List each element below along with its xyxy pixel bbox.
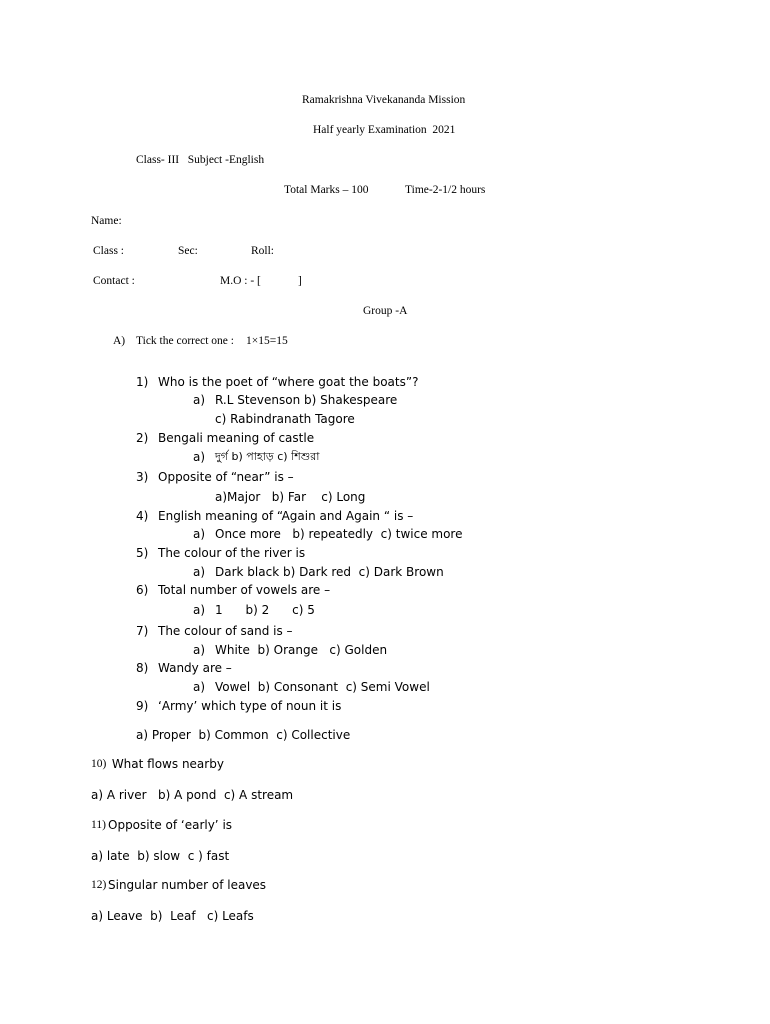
question-number: 12)	[91, 879, 107, 891]
group-title: Group -A	[363, 305, 408, 317]
option-text: Once more b) repeatedly c) twice more	[215, 527, 463, 541]
option-marker: a)	[193, 393, 206, 407]
option-text: a) A river b) A pond c) A stream	[91, 788, 294, 802]
option-text: a)Major b) Far c) Long	[215, 490, 366, 504]
question-text: ‘Army’ which type of noun it is	[158, 699, 342, 713]
option-text: Dark black b) Dark red c) Dark Brown	[215, 565, 444, 579]
option-marker: a)	[193, 680, 206, 694]
exam-title: Half yearly Examination 2021	[313, 124, 456, 136]
question-text: Opposite of “near” is –	[158, 470, 294, 484]
option-marker: a)	[193, 450, 206, 464]
section-marker: A)	[113, 335, 126, 347]
class-label: Class :	[93, 245, 124, 257]
question-text: English meaning of “Again and Again “ is –	[158, 509, 414, 523]
question-number: 9)	[136, 699, 149, 713]
institution-name: Ramakrishna Vivekananda Mission	[302, 94, 466, 106]
contact-label: Contact :	[93, 275, 135, 287]
question-text: Wandy are –	[158, 661, 232, 675]
option-text: 1 b) 2 c) 5	[215, 603, 315, 617]
question-text: Total number of vowels are –	[158, 583, 331, 597]
question-text: Who is the poet of “where goat the boats”?	[158, 375, 419, 389]
option-text: a) Leave b) Leaf c) Leafs	[91, 909, 254, 923]
question-number: 4)	[136, 509, 149, 523]
option-text: R.L Stevenson b) Shakespeare	[215, 393, 398, 407]
mo-close-bracket: ]	[298, 275, 302, 287]
question-number: 3)	[136, 470, 149, 484]
question-text: The colour of sand is –	[158, 624, 293, 638]
question-text: Singular number of leaves	[108, 878, 267, 892]
name-label: Name:	[91, 215, 122, 227]
option-marker: a)	[193, 643, 206, 657]
sec-label: Sec:	[178, 245, 198, 257]
question-text: Bengali meaning of castle	[158, 431, 315, 445]
option-text: দুর্গ b) পাহাড় c) শিশুরা	[215, 450, 320, 463]
class-subject: Class- III Subject -English	[136, 154, 265, 166]
option-text: Vowel b) Consonant c) Semi Vowel	[215, 680, 430, 694]
option-text: White b) Orange c) Golden	[215, 643, 388, 657]
question-number: 7)	[136, 624, 149, 638]
question-number: 8)	[136, 661, 149, 675]
question-number: 2)	[136, 431, 149, 445]
option-marker: a)	[193, 603, 206, 617]
option-marker: a)	[193, 565, 206, 579]
exam-time: Time-2-1/2 hours	[405, 184, 486, 196]
total-marks: Total Marks – 100	[284, 184, 369, 196]
section-marks: 1×15=15	[246, 335, 288, 347]
question-number: 1)	[136, 375, 149, 389]
question-text: What flows nearby	[108, 757, 224, 771]
roll-label: Roll:	[251, 245, 275, 257]
option-text: a) Proper b) Common c) Collective	[136, 728, 351, 742]
section-instruction: Tick the correct one :	[136, 335, 234, 347]
option-text: a) late b) slow c ) fast	[91, 849, 230, 863]
question-number: 6)	[136, 583, 149, 597]
question-number: 10)	[91, 758, 107, 770]
question-text: The colour of the river is	[158, 546, 306, 560]
question-number: 5)	[136, 546, 149, 560]
mo-label: M.O : - [	[220, 275, 261, 287]
question-text: Opposite of ‘early’ is	[108, 818, 233, 832]
option-text: c) Rabindranath Tagore	[215, 412, 355, 426]
option-marker: a)	[193, 527, 206, 541]
question-number: 11)	[91, 819, 106, 831]
